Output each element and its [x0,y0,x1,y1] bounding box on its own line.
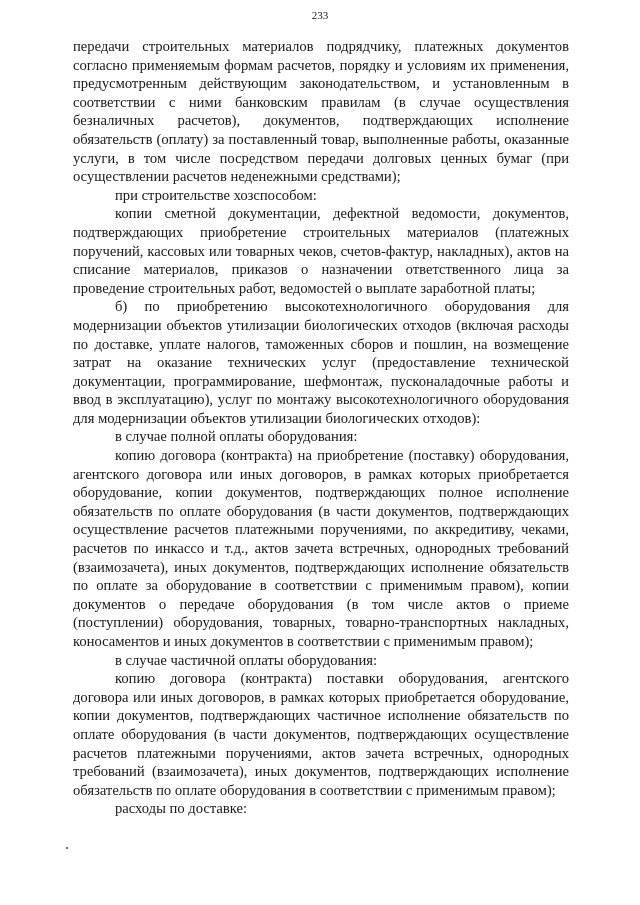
scan-speck [66,847,68,849]
paragraph: передачи строительных материалов подрядчику, платежных документов согласно применяемым формам расчетов, порядку и условиям их применения, предусмотренным действующим законодательством, и установленным в соответствии с ними банковским правилам (в случае осуществления безналичных расчетов), документов, подтверждающих исполнение обязательств (оплату) за поставленный товар, выполненные работы, оказанные услуги, в том числе посредством передачи долговых ценных бумаг (при осуществлении расчетов неденежными средствами); [73,39,569,186]
paragraph: в случае частичной оплаты оборудования: [115,652,378,669]
paragraph: копию договора (контракта) на приобретение (поставку) оборудования, агентского договора или иных договоров, в рамках которых приобретается оборудование, копии документов, подтверждающих полное исполнение обязательств по оплате оборудования (в части документов, подтверждающих осуществление расчетов платежными поручениями, по аккредитиву, чеками, расчетов по инкассо и т.д., актов зачета встречных, однородных требований (взаимозачета), иных документов, подтверждающих исполнение обязательств по оплате за оборудование в соответствии с применимым правом), копии документов о передаче оборудования (в том числе актов о приеме (поступлении) оборудования, товарных, товарно-транспортных накладных, коносаментов и иных документов в соответствии с применимым правом); [73,448,569,650]
paragraph: расходы по доставке: [115,801,248,818]
page-number: 233 [311,10,329,22]
document-body [73,38,569,819]
paragraph: при строительстве хозспособом: [115,187,317,204]
paragraph: копии сметной документации, дефектной ведомости, документов, подтверждающих приобретение строительных материалов (платежных поручений, кассовых или товарных чеков, счетов-фактур, накладных), актов на списание материалов, приказов о назначении ответственного лица за проведение строительных работ, ведомостей о выплате заработной платы; [73,206,569,297]
paragraph: б) по приобретению высокотехнологичного оборудования для модернизации объектов утилизации биологических отходов (включая расходы по доставке, уплате налогов, таможенных сборов и пошлин, на возмещение затрат на оказание технических услуг (предоставление технической документации, программирование, шефмонтаж, пусконаладочные работы и ввод в эксплуатацию), услуг по монтажу высокотехнологичного оборудования для модернизации объектов утилизации биологических отходов): [73,299,569,427]
paragraph: копию договора (контракта) поставки оборудования, агентского договора или иных договоров, в рамках которых приобретается оборудование, копии документов, подтверждающих частичное исполнение обязательств по оплате оборудования (в части документов, подтверждающих осуществление расчетов платежными поручениями, актов зачета встречных, однородных требований (взаимозачета), иных документов, подтверждающих исполнение обязательств по оплате оборудования в соответствии с применимым правом); [73,671,569,799]
paragraph: в случае полной оплаты оборудования: [115,429,358,446]
